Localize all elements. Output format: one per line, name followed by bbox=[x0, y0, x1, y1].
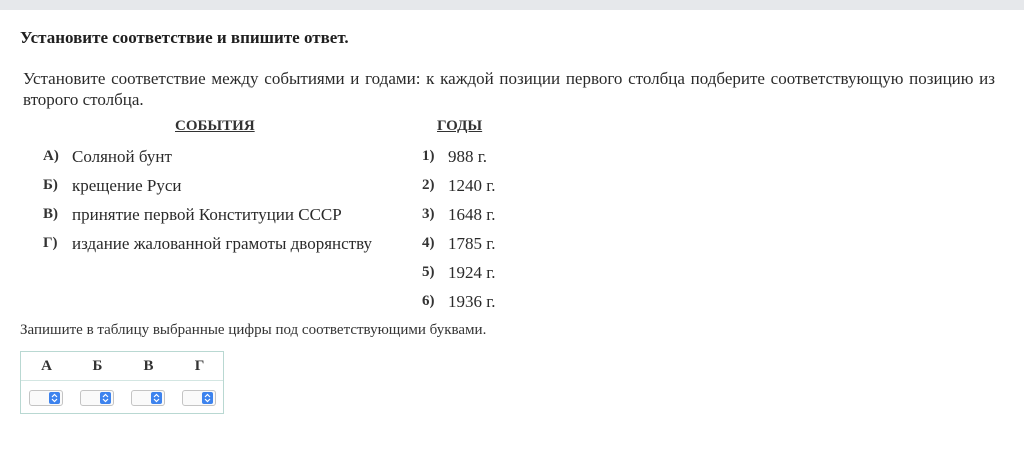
event-letter: А) bbox=[43, 148, 59, 164]
year-number: 4) bbox=[422, 235, 435, 251]
answer-table-divider bbox=[21, 380, 223, 381]
events-column-header: СОБЫТИЯ bbox=[175, 118, 255, 134]
event-text: крещение Руси bbox=[72, 176, 182, 195]
year-number: 6) bbox=[422, 293, 435, 309]
select-stepper-icon bbox=[49, 392, 60, 404]
answer-header-b: Б bbox=[92, 358, 103, 374]
answer-select-b[interactable] bbox=[80, 390, 114, 406]
answer-header-v: В bbox=[143, 358, 154, 374]
year-number: 3) bbox=[422, 206, 435, 222]
year-text: 988 г. bbox=[448, 147, 488, 166]
answer-instruction: Запишите в таблицу выбранные цифры под соответствующими буквами. bbox=[20, 322, 487, 338]
year-number: 2) bbox=[422, 177, 435, 193]
year-number: 5) bbox=[422, 264, 435, 280]
year-text: 1936 г. bbox=[448, 292, 496, 311]
year-text: 1240 г. bbox=[448, 176, 496, 195]
answer-select-a[interactable] bbox=[29, 390, 63, 406]
answer-header-g: Г bbox=[194, 358, 205, 374]
select-stepper-icon bbox=[151, 392, 162, 404]
answer-select-v[interactable] bbox=[131, 390, 165, 406]
event-text: Соляной бунт bbox=[72, 147, 172, 166]
event-letter: В) bbox=[43, 206, 58, 222]
select-stepper-icon bbox=[100, 392, 111, 404]
year-number: 1) bbox=[422, 148, 435, 164]
years-column-header: ГОДЫ bbox=[437, 118, 483, 134]
answer-select-g[interactable] bbox=[182, 390, 216, 406]
task-title: Установите соответствие и впишите ответ. bbox=[20, 28, 349, 47]
event-text: принятие первой Конституции СССР bbox=[72, 205, 342, 224]
year-text: 1924 г. bbox=[448, 263, 496, 282]
top-bar bbox=[0, 0, 1024, 10]
year-text: 1648 г. bbox=[448, 205, 496, 224]
event-letter: Б) bbox=[43, 177, 58, 193]
year-text: 1785 г. bbox=[448, 234, 496, 253]
question-text: Установите соответствие между событиями и годами: к каждой позиции первого столбца подберите соответствующую позицию из второго столбца. bbox=[23, 69, 995, 109]
event-letter: Г) bbox=[43, 235, 58, 251]
select-stepper-icon bbox=[202, 392, 213, 404]
answer-table bbox=[20, 351, 224, 414]
event-text: издание жалованной грамоты дворянству bbox=[72, 234, 373, 253]
answer-header-a: А bbox=[41, 358, 52, 374]
